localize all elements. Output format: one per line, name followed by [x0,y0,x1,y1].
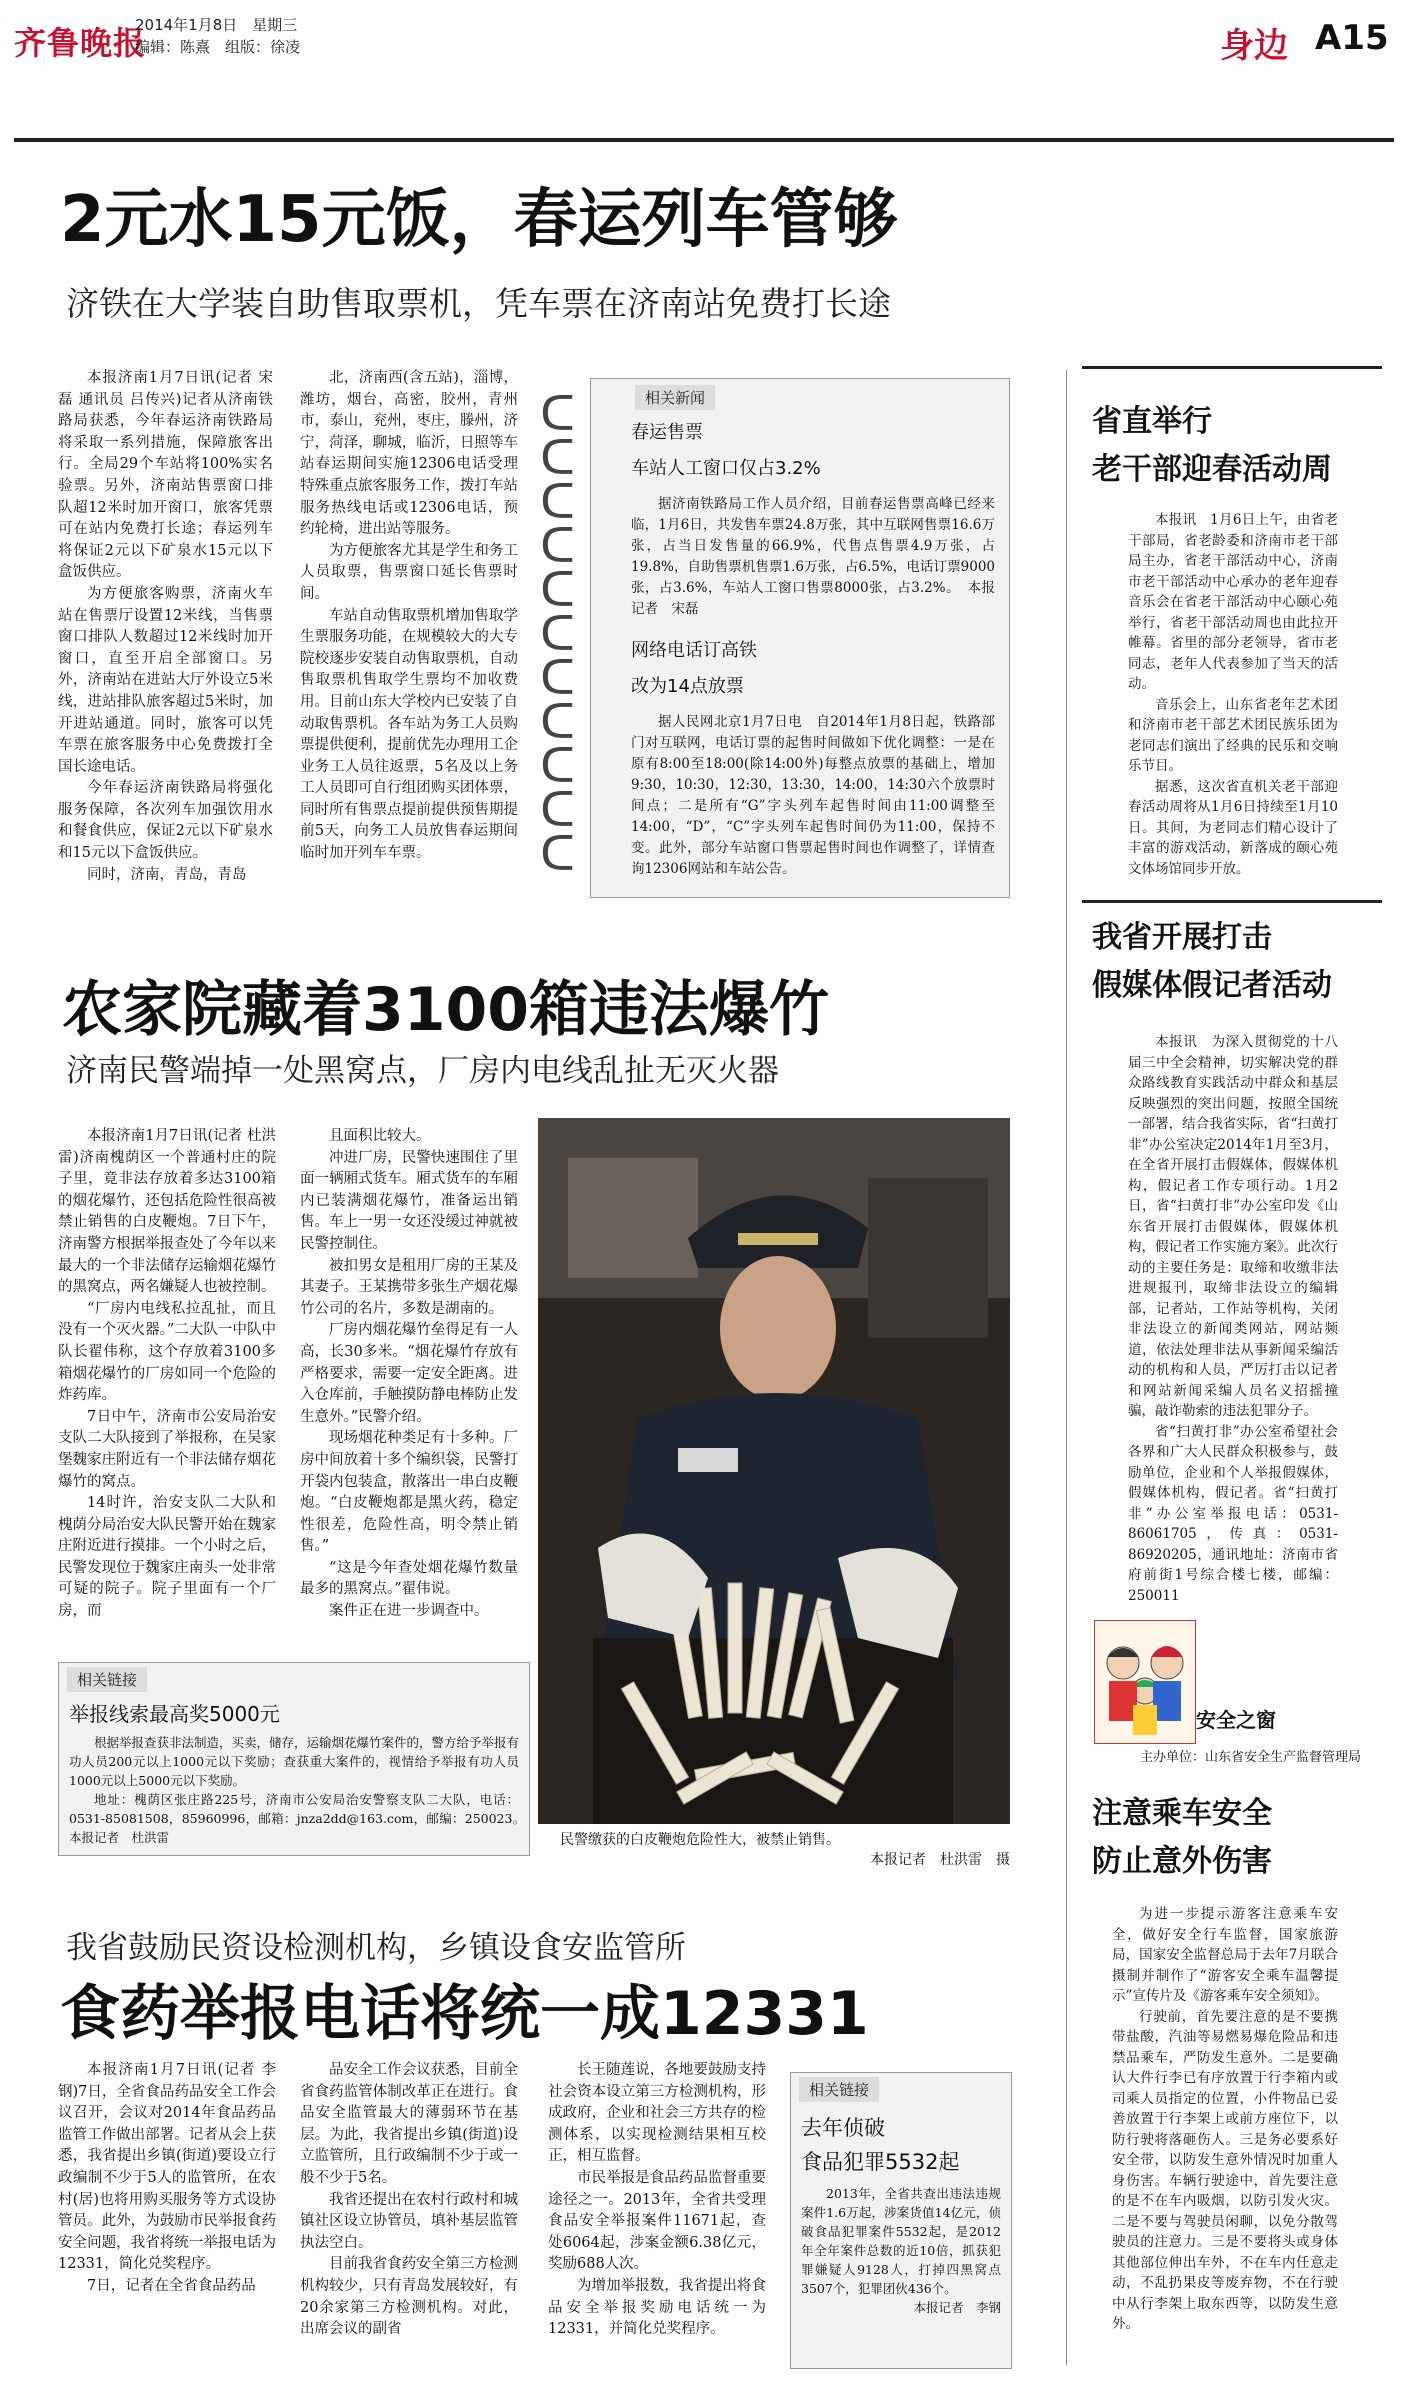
right1-title-line1: 省直举行 [1092,404,1212,439]
paragraph: 本报济南1月7日讯(记者 宋磊 通讯员 吕传兴)记者从济南铁路局获悉，今年春运济南铁路局将采取一系列措施，保障旅客出行。全局29个车站将100%实名验票。另外，济南站售票窗口排队超12米时加开窗口，旅客凭票可在站内免费打长途；春运列车将保证2元以下矿泉水15元以下盒饭供应。 [58,370,273,581]
story3-headline: 食药举报电话将统一成12331 [60,1979,869,2049]
story2-headline: 农家院藏着3100箱违法爆竹 [62,975,829,1045]
story3-kicker: 我省鼓励民资设检测机构，乡镇设食安监管所 [66,1930,686,1966]
paragraph: 本报济南1月7日讯(记者 李钢)7日，全省食品药品安全工作会议召开，会议对2014年食品药品监管工作做出部署。记者从会上获悉，我省提出乡镇(街道)要设立行政编制不少于5人的监管所，在农村(居)也将用购买服务等方式设协管员。此外，为鼓励市民举报食药安全问题，我省将统一举报电话为12331，简化兑奖程序。 [58,2062,276,2273]
related-text: 据人民网北京1月7日电 自2014年1月8日起，铁路部门对互联网，电话订票的起售时间做如下优化调整：一是在原有8:00至18:00(除14:00外)每整点放票的基础上，增加9:30，10:30，12:30，13:30，14:00，14:30六个放票时间点；二是所有“G”字头列车起售时间由11:00调整至14:00，“D”，“C”字头列车起售时间仍为11:00，保持不变。此外，部分车站窗口售票起售时间也作调整了，详情查询12306网站和车站公告。 [631,714,995,877]
story1-related-box [590,378,1010,898]
related-text: 2013年，全省共查出违法违规案件1.6万起，涉案货值14亿元，侦破食品犯罪案件5532起，是2012年全年案件总数的近10倍，抓获犯罪嫌疑人9128人，打掉四黑窝点3507个，犯罪团伙436个。 [801,2186,1001,2296]
page-number: A15 [1315,18,1389,58]
story3-column-1 [58,2060,276,2360]
paragraph: 长王随莲说，各地要鼓励支持社会资本设立第三方检测机构，形成政府，企业和社会三方共存的检测体系，以实现检测结果相互校正，相互监督。 [548,2062,766,2165]
paragraph: 行驶前，首先要注意的是不要携带盐酸，汽油等易燃易爆危险品和违禁品乘车，严防发生意外。二是要确认大件行李已有序放置于行李箱内或司乘人员指定的位置，小件物品已妥善放置于行李架上或前方座位下，以防行驶将落砸伤人。三是务必要系好安全带，以防发生意外情况时加重人身伤害。车辆行驶途中，首先要注意的是不在车内吸烟，以防引发火灾。二是不要与驾驶员闲聊，以免分散驾驶员的注意力。三是不要将头或身体其他部位伸出车外，不在车内任意走动，不乱扔果皮等废弃物，不在行驶中从行李架上取东西等，以防发生意外。 [1112,2008,1338,2332]
paragraph: 案件正在进一步调查中。 [329,1603,489,1620]
paragraph: 我省还提出在农村行政村和城镇社区设立协管员，填补基层监管执法空白。 [300,2191,518,2251]
paragraph: 7日，记者在全省食品药品 [87,2277,256,2294]
right1-body [1128,510,1338,890]
related-title: 车站人工窗口仅占3.2% [631,458,821,479]
paragraph: 为增加举报数，我省提出将食品安全举报奖励电话统一为12331，并简化兑奖程序。 [548,2277,766,2338]
right2-title [1092,914,1332,1010]
paragraph: 为进一步提示游客注意乘车安全，做好安全行车监督，国家旅游局，国家安全监督总局于去年7月联合摄制并制作了“游客安全乘车温馨提示”宣传片及《游客乘车安全须知》。 [1112,1906,1338,2004]
related-title: 举报线索最高奖5000元 [69,1702,280,1726]
top-rule [14,138,1394,142]
related-contact: 地址：槐荫区张庄路225号，济南市公安局治安警察支队二大队，电话：0531-85081508，85960996，邮箱：jnza2dd@163.com，邮编：250023。 本报记者 杜洪雷 [69,1792,532,1845]
paragraph: 被扣男女是租用厂房的王某及其妻子。王某携带多张生产烟花爆竹公司的名片，多数是湖南的。 [300,1257,518,1317]
right-rule [1082,366,1382,369]
related-text: 据济南铁路局工作人员介绍，目前春运售票高峰已经来临，1月6日，共发售车票24.8万张，其中互联网售票16.6万张，占当日发售量的66.9%，代售点售票4.9万张，占19.8%，自助售票机售票1.6万张，占6.5%，电话订票9000张，占3.6%，车站人工窗口售票8000张，占3.2%。 本报记者 宋磊 [631,496,995,617]
spiral-decoration: ᑕ ᑕ ᑕ ᑕ ᑕ ᑕ ᑕ ᑕ ᑕ ᑕ ᑕ [540,386,576,882]
paragraph: 厂房内烟花爆竹垒得足有一人高，长30多米。“烟花爆竹存放有严格要求，需要一定安全距离。进入仓库前，手触摸防静电棒防止发生意外。”民警介绍。 [300,1322,518,1425]
paragraph: 7日中午，济南市公安局治安支队二大队接到了举报称，在吴家堡魏家庄附近有一个非法储存烟花爆竹的窝点。 [58,1408,276,1490]
paragraph: 本报讯 为深入贯彻党的十八届三中全会精神，切实解决党的群众路线教育实践活动中群众和基层反映强烈的突出问题，按照全国统一部署，结合我省实际，省“扫黄打非”办公室决定2014年1月至3月，在全省开展打击假媒体，假媒体机构，假记者工作专项行动。1月2日，省“扫黄打非”办公室印发《山东省开展打击假媒体，假媒体机构，假记者工作实施方案》。此次行动的主要任务是：取缔和收缴非法进规报刊，取缔非法设立的编辑部，记者站，工作站等机构，关闭非法设立的新闻类网站，网站频道，依法处理非法从事新闻采编活动的机构和人员，严厉打击以记者和网站新闻采编人员名义招摇撞骗，敲诈勒索的违法犯罪分子。 [1128,1034,1338,1419]
right2-body [1128,1032,1338,1604]
right2-title-line1: 我省开展打击 [1092,920,1272,955]
cartoon-image [1095,1621,1195,1743]
paragraph: 本报讯 1月6日上午，由省老干部局，省老龄委和济南市老干部局主办，省老干部活动中心，济南市老干部活动中心承办的老年迎春音乐会在省老干部活动中心颐心苑举行，省老干部活动周也由此拉开帷幕。省里的部分老领导，省市老同志，老年人代表参加了当天的活动。 [1128,512,1338,692]
safety-window-title: 安全之窗 [1196,1708,1276,1732]
photo-credit: 本报记者 杜洪雷 摄 [870,1852,1010,1868]
right3-title-line2: 防止意外伤害 [1092,1844,1272,1879]
right3-title-line1: 注意乘车安全 [1092,1796,1272,1831]
paragraph: 为方便旅客尤其是学生和务工人员取票，售票窗口延长售票时间。 [300,542,518,602]
story1-headline: 2元水15元饭，春运列车管够 [60,183,898,257]
section-name: 身边 [1220,26,1288,66]
related-credit: 本报记者 李钢 [913,2300,1001,2315]
story3-column-3 [548,2060,766,2360]
right1-title [1092,398,1332,494]
paragraph: 本报济南1月7日讯(记者 杜洪雷)济南槐荫区一个普通村庄的院子里，竟非法存放着多达3100箱的烟花爆竹，还包括危险性很高被禁止销售的白皮鞭炮。7日下午，济南警方根据举报查处了今年以来最大的一个非法储存运输烟花爆竹的黑窝点，两名嫌疑人也被控制。 [58,1128,276,1296]
related-text: 根据举报查获非法制造，买卖，储存，运输烟花爆竹案件的，警方给予举报有功人员200元以上1000元以下奖励；查获重大案件的，视情给予举报有功人员1000元以上5000元以下奖励。 [69,1735,520,1788]
story3-column-2 [300,2060,518,2360]
paragraph: 冲进厂房，民警快速围住了里面一辆厢式货车。厢式货车的车厢内已装满烟花爆竹，准备运出销售。车上一男一女还没缓过神就被民警控制住。 [300,1149,518,1252]
paragraph: 车站自动售取票机增加售取学生票服务功能，在规模较大的大专院校逐步安装自动售取票机，自动售取票机售取学生票均不加收费用。目前山东大学校内已安装了自动取售票机。各车站为务工人员购票提供便利，提前优先办理用工企业务工人员往返票，5名及以上务工人员即可自行组团购买团体票，同时所有售票点提前提供预售期提前5天，向务工人员放售春运期间临时加开列车车票。 [300,607,518,862]
paragraph: “厂房内电线私拉乱扯，而且没有一个灭火器。”二大队一中队中队长翟伟称，这个存放着3100多箱烟花爆竹的厂房如同一个危险的炸药库。 [58,1300,276,1404]
related-tag: 相关链接 [67,1667,147,1692]
related-title: 网络电话订高铁 [631,640,757,661]
paragraph: 音乐会上，山东省老年艺术团和济南市老干部艺术团民族乐团为老同志们演出了经典的民乐和交响乐节目。 [1128,696,1338,774]
paragraph: 14时许，治安支队二大队和槐荫分局治安大队民警开始在魏家庄附近进行摸排。一个小时之后，民警发现位于魏家庄南头一处非常可疑的院子。院子里面有一个厂房，而 [58,1495,276,1620]
related-title: 春运售票 [631,422,703,443]
related-title: 改为14点放票 [631,676,744,697]
story2-related-box [58,1662,530,1856]
related-tag: 相关链接 [799,2077,879,2102]
newspaper-logo: 齐鲁晚报 [14,24,147,62]
story1-column-2 [300,368,518,893]
photo-caption [560,1830,1010,1870]
paragraph: 且面积比较大。 [329,1128,431,1144]
date-line: 2014年1月8日 星期三 [135,16,298,34]
police-photo-image [538,1118,1010,1824]
paragraph: 为方便旅客购票，济南火车站在售票厅设置12米线，当售票窗口排队人数超过12米线时加开窗口，直至开启全部窗口。另外，济南站在进站大厅外设立5米线，进站排队旅客超过5米时，加开进站通道。同时，旅客可以凭车票在旅客服务中心免费拨打全国长途电话。 [58,585,273,775]
right3-body [1112,1904,1338,2374]
paragraph: 市民举报是食品药品监督重要途径之一。2013年，全省共受理食品安全举报案件11671起，查处6064起，涉案金额6.38亿元，奖励688人次。 [548,2169,766,2273]
police-photo [538,1118,1010,1824]
right1-title-line2: 老干部迎春活动周 [1092,452,1332,487]
paragraph: 同时，济南，青岛，青岛 [87,866,247,883]
story2-subhead: 济南民警端掉一处黑窝点，厂房内电线乱扯无灭火器 [66,1053,779,1089]
story1-column-1 [58,368,273,893]
paragraph: 品安全工作会议获悉，目前全省食药监管体制改革正在进行。食品安全监管最大的薄弱环节在基层。为此，我省提出乡镇(街道)设立监管所，且行政编制不少于或一般不少于5名。 [300,2062,518,2186]
family-cartoon-icon [1094,1620,1196,1744]
story1-subhead: 济铁在大学装自助售取票机，凭车票在济南站免费打长途 [66,284,891,323]
paragraph: 目前我省食药安全第三方检测机构较少，只有青岛发展较好，有20余家第三方检测机构。对此，出席会议的副省 [300,2256,518,2338]
story2-column-2 [300,1126,518,1654]
paragraph: 今年春运济南铁路局将强化服务保障，各次列车加强饮用水和餐食供应，保证2元以下矿泉水和15元以下盒饭供应。 [58,780,273,862]
masthead-info [135,14,300,58]
paragraph: “这是今年查处烟花爆竹数量最多的黑窝点。”翟伟说。 [300,1559,518,1598]
related-title: 食品犯罪5532起 [801,2150,960,2174]
right2-title-line2: 假媒体假记者活动 [1092,968,1332,1003]
related-title: 去年侦破 [801,2116,885,2140]
right3-title [1092,1790,1272,1886]
story3-related-box [790,2072,1012,2369]
related-tag: 相关新闻 [635,385,715,410]
safety-window-host: 主办单位：山东省安全生产监督管理局 [1140,1750,1362,1765]
paragraph: 北，济南西(含五站)，淄博，潍坊，烟台，高密，胶州，青州市，泰山，兖州，枣庄，滕州，济宁，菏泽，聊城，临沂，日照等车站春运期间实施12306电话受理特殊重点旅客服务工作，拨打车站服务热线电话或12306电话，预约轮椅，进出站等服务。 [300,370,518,538]
paragraph: 现场烟花种类足有十多种。厂房中间放着十多个编织袋，民警打开袋内包装盒，散落出一串白皮鞭炮。“白皮鞭炮都是黑火药，稳定性很差，危险性高，明令禁止销售。” [300,1430,518,1555]
paragraph: 省“扫黄打非”办公室希望社会各界和广大人民群众积极参与，鼓励单位，企业和个人举报假媒体，假媒体机构，假记者。省“扫黄打非”办公室举报电话：0531-86061705，传真：0531-86920205，通讯地址：济南市省府前街1号综合楼七楼，邮编：250011 [1128,1423,1338,1604]
story2-column-1 [58,1126,276,1654]
caption-text: 民警缴获的白皮鞭炮危险性大，被禁止销售。 [560,1832,840,1848]
column-divider [1066,370,1067,2365]
paragraph: 据悉，这次省直机关老干部迎春活动周将从1月6日持续至1月10日。其间，为老同志们精心设计了丰富的游戏活动，新落成的颐心苑文体场馆同步开放。 [1128,778,1338,877]
staff-line: 编辑：陈熹 组版：徐凌 [135,38,301,56]
right-rule [1082,900,1382,903]
